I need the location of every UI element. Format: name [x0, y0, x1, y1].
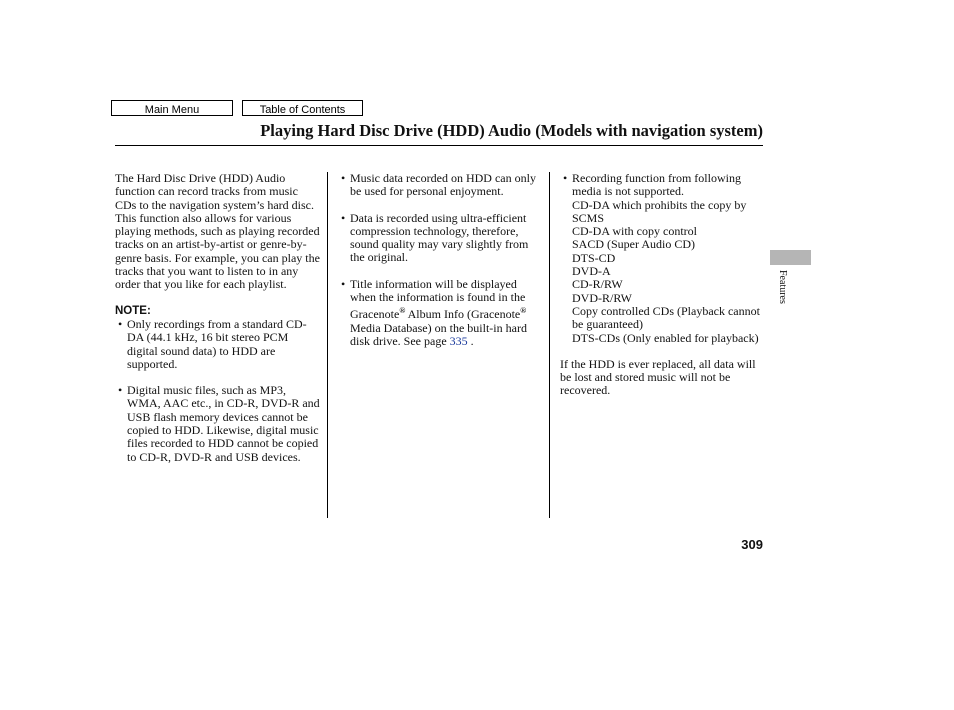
- list-item: • Data is recorded using ultra-efficient compression technology, therefore, sound quality may vary slightly from the original.: [338, 212, 540, 265]
- media-list: [572, 199, 764, 345]
- intro-paragraph: The Hard Disc Drive (HDD) Audio function can record tracks from music CDs to the navigation system’s hard disc. This function also allows for various playing methods, such as playing recorded tracks on an artist-by-artist or genre-by-genre basis. For example, you can play the tracks that you want to listen to in any order that you like for each playlist.: [115, 171, 320, 292]
- title-info-text: Title information will be displayed when the information is found in the Gracenote: [350, 276, 526, 322]
- section-tab: [770, 250, 811, 265]
- main-menu-button[interactable]: Main Menu: [111, 100, 233, 116]
- media-item: CD-R/RW: [572, 277, 623, 292]
- note-list: [115, 318, 321, 464]
- note-label: NOTE:: [115, 304, 151, 317]
- title-info-text: .: [467, 333, 474, 348]
- media-item: DTS-CD: [572, 250, 616, 265]
- table-of-contents-button[interactable]: Table of Contents: [242, 100, 363, 116]
- column-divider: [327, 172, 328, 518]
- list-item: • Only recordings from a standard CD-DA (44.1 kHz, 16 bit stereo PCM digital sound data) to HDD are supported.: [115, 318, 321, 371]
- list-item: • Music data recorded on HDD can only be used for personal enjoyment.: [338, 172, 540, 199]
- media-item: Copy controlled CDs (Playback cannot be guaranteed): [572, 303, 760, 332]
- registered-mark: ®: [399, 306, 406, 316]
- registered-mark: ®: [520, 306, 527, 316]
- list-item: • Digital music files, such as MP3, WMA, AAC etc., in CD-R, DVD-R and USB flash memory devices cannot be copied to HDD. Likewise, digital music files recorded to HDD cannot be copied to CD-R, DVD-R and USB devices.: [115, 384, 321, 464]
- page-link[interactable]: 335: [449, 333, 468, 348]
- media-item: DTS-CDs (Only enabled for playback): [572, 330, 759, 345]
- column-right: [560, 172, 764, 398]
- side-label: Features: [777, 270, 788, 304]
- list-item: [560, 172, 764, 345]
- title-divider: [115, 145, 763, 146]
- closing-paragraph: If the HDD is ever replaced, all data will be lost and stored music will not be recovered.: [560, 356, 756, 398]
- title-info-text: Album Info (Gracenote: [405, 307, 521, 322]
- column-left: [115, 172, 321, 464]
- media-item: DVD-R/RW: [572, 290, 632, 305]
- info-list: [338, 172, 540, 348]
- column-middle: [338, 172, 540, 348]
- media-item: CD-DA with copy control: [572, 224, 697, 239]
- column-divider: [549, 172, 550, 518]
- page-title: Playing Hard Disc Drive (HDD) Audio (Models with navigation system): [260, 121, 763, 140]
- title-info-text: Media Database) on the built-in hard disk drive. See page: [350, 320, 527, 348]
- list-item: [338, 278, 540, 348]
- media-item: SACD (Super Audio CD): [572, 237, 696, 252]
- media-item: CD-DA which prohibits the copy by SCMS: [572, 197, 747, 225]
- bullet-head: • Recording function from following media is not supported.: [572, 171, 741, 199]
- media-item: DVD-A: [572, 264, 611, 279]
- page-number: 309: [741, 537, 763, 552]
- unsupported-list: [560, 172, 764, 345]
